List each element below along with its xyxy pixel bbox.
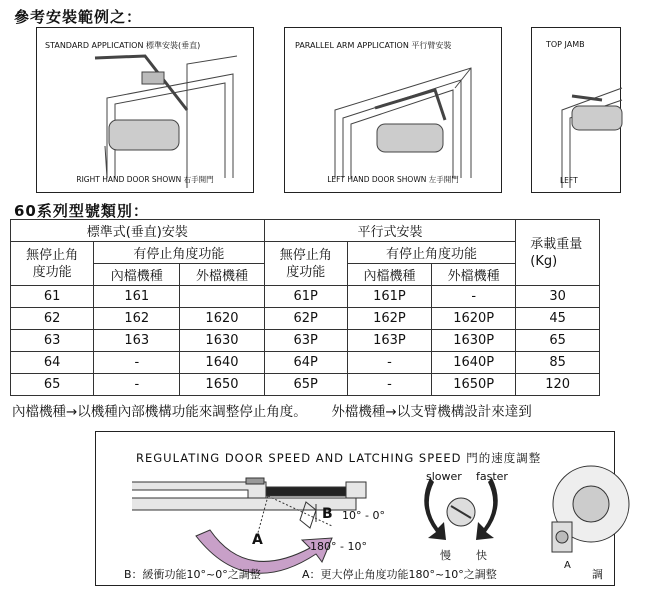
model-table [10,219,600,396]
standard-inner-header: 內檔機種 [94,264,180,286]
group-standard-header: 標準式(垂直)安裝 [11,220,265,242]
cut-text: 調 [592,568,603,581]
table-cell: 62 [11,308,94,330]
group-parallel-header: 平行式安裝 [264,220,516,242]
label-b: B [322,506,333,522]
notes-line [12,400,532,420]
standard-outer-header: 外檔機種 [180,264,264,286]
table-cell: 1620P [432,308,516,330]
faster-label: faster [476,470,508,483]
table-cell: 161 [94,286,180,308]
speed-regulation-diagram [95,431,615,586]
caption-b: B：緩衝功能10°~0°之調整 [124,568,261,581]
parallel-inner-header: 內檔機種 [347,264,431,286]
parallel-no-stop-header: 無停止角度功能 [264,242,347,286]
table-row [11,286,600,308]
table-cell: 62P [264,308,347,330]
parallel-arm-illustration [285,28,503,194]
fast-cn-label: 快 [476,549,487,562]
table-cell: 64 [11,352,94,374]
panel-standard-caption: RIGHT HAND DOOR SHOWN 右手開門 [76,175,214,184]
standard-application-illustration [37,28,255,194]
panel-top-jamb [531,27,621,193]
table-cell: 1620 [180,308,264,330]
table-header-row-1 [11,220,600,242]
table-row [11,374,600,396]
table-cell: - [94,352,180,374]
table-cell: 85 [516,352,600,374]
table-row [11,308,600,330]
panel-top-jamb-caption: LEFT [560,176,578,185]
panel-parallel-title: PARALLEL ARM APPLICATION 平行臂安裝 [295,41,452,50]
table-cell: 30 [516,286,600,308]
angle-a: 180° - 10° [310,540,367,553]
parallel-with-stop-header: 有停止角度功能 [347,242,515,264]
table-cell: 63P [264,330,347,352]
weight-header: 承載重量(Kg) [516,220,600,286]
table-cell: 1640 [180,352,264,374]
table-cell: 162P [347,308,431,330]
table-cell: 163P [347,330,431,352]
table-cell: 1650P [432,374,516,396]
standard-with-stop-header: 有停止角度功能 [94,242,264,264]
table-cell: - [432,286,516,308]
table-cell: 163 [94,330,180,352]
table-cell: 162 [94,308,180,330]
install-examples-heading: 參考安裝範例之： [14,8,143,26]
table-cell: 1630 [180,330,264,352]
label-a2: A [564,560,571,571]
table-header-row-2 [11,242,600,264]
table-cell: 61 [11,286,94,308]
speed-diagram-title: REGULATING DOOR SPEED AND LATCHING SPEED 門的速度調整 [136,451,542,465]
parallel-outer-header: 外檔機種 [432,264,516,286]
table-cell: 65 [516,330,600,352]
standard-no-stop-header: 無停止角度功能 [11,242,94,286]
note-inner: 內檔機種→以機種內部機構功能來調整停止角度。 [12,404,307,420]
table-cell: - [94,374,180,396]
table-cell: - [347,352,431,374]
table-cell [180,286,264,308]
table-cell: 64P [264,352,347,374]
model-table-heading: 60系列型號類別： [14,202,149,220]
slow-cn-label: 慢 [440,549,451,562]
table-cell: 1630P [432,330,516,352]
panel-top-jamb-title: TOP JAMB [546,40,585,49]
table-cell: 1650 [180,374,264,396]
angle-b: 10° - 0° [342,509,385,522]
panel-standard-title: STANDARD APPLICATION 標準安裝(垂直) [45,41,201,50]
panel-standard-application [36,27,254,193]
label-a: A [252,532,263,548]
table-cell: 161P [347,286,431,308]
table-cell: 65 [11,374,94,396]
top-jamb-illustration [532,28,622,194]
panel-parallel-arm-application [284,27,502,193]
table-cell: 61P [264,286,347,308]
note-outer: 外檔機種→以支臂機構設計來達到 [331,404,532,420]
table-cell: 63 [11,330,94,352]
table-cell: 120 [516,374,600,396]
table-cell: 45 [516,308,600,330]
table-cell: 65P [264,374,347,396]
table-row [11,330,600,352]
slower-label: slower [426,470,462,483]
panel-parallel-caption: LEFT HAND DOOR SHOWN 左手開門 [327,175,459,184]
caption-a: A：更大停止角度功能180°~10°之調整 [302,568,497,581]
table-cell: - [347,374,431,396]
table-row [11,352,600,374]
table-cell: 1640P [432,352,516,374]
